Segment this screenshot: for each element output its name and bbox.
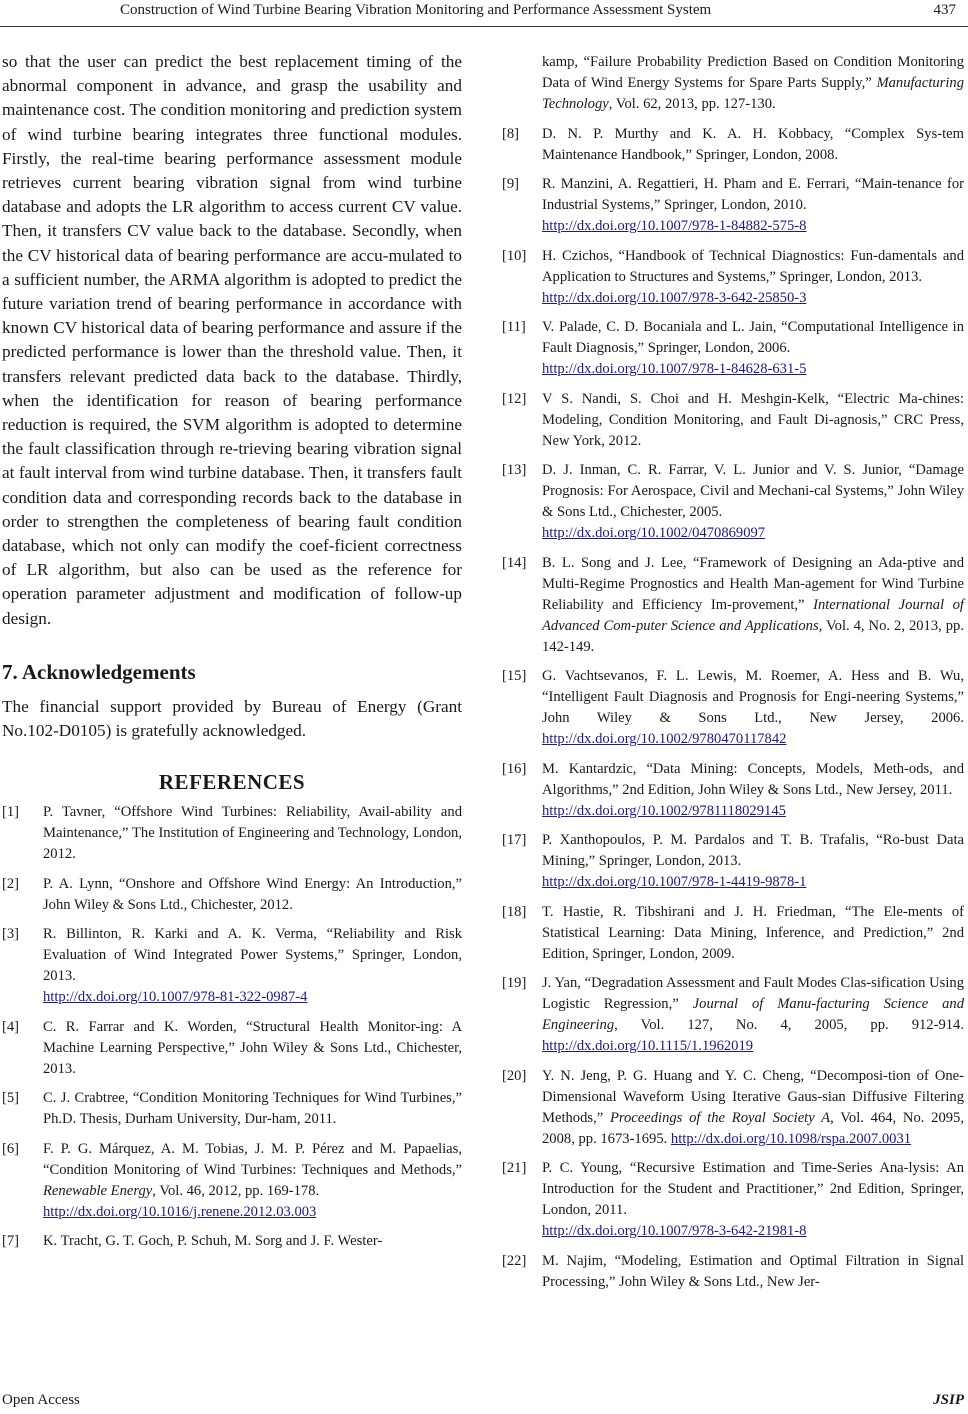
reference-number: [13] [502, 462, 527, 478]
reference-entry [2, 924, 462, 1008]
journal-abbreviation: JSIP [933, 1392, 964, 1408]
reference-entry [2, 1088, 462, 1130]
reference-entry [502, 1066, 964, 1150]
reference-text: J. Yan, “Degradation Assessment and Fault Modes Clas-sification Using Logistic Regression,” [542, 975, 964, 1012]
doi-link[interactable]: http://dx.doi.org/10.1002/9781118029145 [542, 802, 786, 819]
reference-text: C. J. Crabtree, “Condition Monitoring Techniques for Wind Turbines,” Ph.D. Thesis, Durham University, Dur-ham, 2011. [43, 1090, 462, 1128]
doi-link[interactable]: http://dx.doi.org/10.1007/978-3-642-21981-8 [542, 1223, 807, 1239]
reference-text: D. J. Inman, C. R. Farrar, V. L. Junior and V. S. Junior, “Damage Prognosis: For Aerospace, Civil and Mechani-cal Systems,” John Wiley & Sons Ltd., Chichester, 2005. [542, 462, 964, 520]
page-number: 437 [933, 2, 956, 18]
reference-number: [12] [502, 390, 527, 407]
doi-link[interactable]: http://dx.doi.org/10.1007/978-81-322-0987-4 [43, 989, 308, 1006]
reference-number: [5] [2, 1090, 20, 1107]
reference-text: K. Tracht, G. T. Goch, P. Schuh, M. Sorg and J. F. Wester- [43, 1233, 383, 1250]
reference-text: P. Tavner, “Offshore Wind Turbines: Reliability, Avail-ability and Maintenance,” The Institution of Engineering and Technology, London, 2012. [43, 804, 462, 863]
open-access-label: Open Access [2, 1392, 80, 1408]
running-title: Construction of Wind Turbine Bearing Vibration Monitoring and Performance Assessment System [120, 2, 712, 18]
reference-entry [502, 124, 964, 166]
reference-number: [6] [2, 1140, 20, 1157]
reference-source-title: Journal of Manu-facturing Science and Engineering [542, 996, 964, 1033]
reference-entry [2, 802, 462, 865]
reference-text: P. Xanthopoulos, P. M. Pardalos and T. B. Trafalis, “Ro-bust Data Mining,” Springer, London, 2013. [542, 832, 964, 869]
reference-entry [2, 1017, 462, 1080]
reference-source-title: International Journal of Advanced Com-puter Science and Applications [542, 596, 964, 634]
reference-details: , Vol. 464, No. 2095, 2008, pp. 1673-1695. [542, 1109, 964, 1147]
running-header [0, 0, 968, 27]
reference-source-title: Manufacturing Technology [542, 75, 964, 112]
reference-entry [502, 1158, 964, 1242]
page-footer [2, 1392, 964, 1412]
reference-details: , Vol. 4, No. 2, 2013, pp. 142-149. [542, 617, 964, 655]
reference-number: [16] [502, 760, 527, 777]
reference-text: R. Manzini, A. Regattieri, H. Pham and E. Ferrari, “Main-tenance for Industrial Systems,” Springer, London, 2010. [542, 176, 964, 213]
doi-link[interactable]: http://dx.doi.org/10.1007/978-1-84628-631-5 [542, 361, 807, 377]
reference-details: , Vol. 46, 2012, pp. 169-178. [152, 1182, 320, 1199]
reference-number: [2] [2, 875, 20, 892]
reference-source-title: Proceedings of the Royal Society A [609, 1109, 831, 1126]
reference-entry [502, 666, 964, 750]
reference-text: T. Hastie, R. Tibshirani and J. H. Friedman, “The Ele-ments of Statistical Learning: Data Mining, Inference, and Prediction,” 2nd Edition, Springer, London, 2009. [542, 903, 964, 962]
reference-number: [11] [502, 319, 526, 335]
reference-text: kamp, “Failure Probability Prediction Based on Condition Monitoring Data of Wind Energy Systems for Spare Parts Supply,” [542, 54, 964, 91]
reference-number: [14] [502, 554, 527, 571]
reference-entry [502, 759, 964, 822]
reference-text: G. Vachtsevanos, F. L. Lewis, M. Roemer, A. Hess and B. Wu, “Intelligent Fault Diagnosis and Prognosis for Engi-neering Systems,” John Wiley & Sons Ltd., New Jersey, 2006. [542, 668, 964, 726]
acknowledgements-heading: 7. Acknowledgements [2, 659, 196, 684]
reference-list-left [2, 802, 462, 1252]
reference-number: [1] [2, 804, 20, 821]
reference-text: B. L. Song and J. Lee, “Framework of Designing an Ada-ptive and Multi-Regime Prognostics and Health Man-agement for Wind Turbine Reliability and Efficiency Im-provement,” [542, 554, 964, 613]
reference-entry [502, 317, 964, 380]
reference-entry [502, 553, 964, 658]
reference-number: [19] [502, 975, 527, 991]
reference-details: , Vol. 62, 2013, pp. 127-130. [608, 96, 776, 112]
doi-link[interactable]: http://dx.doi.org/10.1002/9780470117842 [542, 731, 787, 747]
doi-link[interactable]: http://dx.doi.org/10.1007/978-1-84882-575-8 [542, 218, 807, 234]
reference-number: [10] [502, 247, 527, 264]
reference-entry [502, 830, 964, 893]
reference-text: C. R. Farrar and K. Worden, “Structural Health Monitor-ing: A Machine Learning Perspective,” John Wiley & Sons Ltd., Chichester, 2013. [43, 1018, 462, 1077]
reference-source-title: Renewable Energy [43, 1182, 153, 1199]
doi-link[interactable]: http://dx.doi.org/10.1016/j.renene.2012.03.003 [43, 1203, 317, 1220]
reference-text: P. A. Lynn, “Onshore and Offshore Wind Energy: An Introduction,” John Wiley & Sons Ltd., Chichester, 2012. [43, 875, 462, 913]
reference-entry [502, 902, 964, 965]
body-paragraph: so that the user can predict the best replacement timing of the abnormal component in advance, and grasp the usability and maintenance cost. The condition monitoring and prediction system of wind turbine bearing integrates three functional modules. Firstly, the real-time bearing performance assessment module retrieves current bearing vibration signal from wind turbine database and adopts the LR algorithm to access current CV value. Then, it transfers CV value back to the database. Secondly, when the CV historical data of bearing performance are accu-mulated to a sufficient number, the ARMA algorithm is adopted to predict the future variation trend of bearing performance in accordance with known CV historical data of bearing performance and assure if the predicted performance is lower than the threshold value. Then, it transfers relevant predicted data back to the database. Thirdly, when the identification for reason of bearing performance reduction is required, the SVM algorithm is adopted to determine the fault classification through re-trieving bearing vibration signal at fault interval from wind turbine database. Then, it transfers fault condition data and corresponding records back to the database in order to strengthen the completeness of bearing fault condition database, which not only can modify the coef-ficient correctness of LR algorithm, but also can be used as the reference for operation parameter adjustment and modification of follow-up design. [2, 52, 462, 628]
reference-text: Y. N. Jeng, P. G. Huang and Y. C. Cheng, “Decomposi-tion of One-Dimensional Waveform Using Iterative Gaus-sian Diffusive Filtering Methods,” [542, 1067, 964, 1126]
reference-text: M. Kantardzic, “Data Mining: Concepts, Models, Meth-ods, and Algorithms,” 2nd Edition, John Wiley & Sons Ltd., New Jersey, 2011. [542, 760, 964, 798]
reference-entry [502, 1251, 964, 1293]
doi-link[interactable]: http://dx.doi.org/10.1115/1.1962019 [542, 1038, 754, 1054]
doi-link[interactable]: http://dx.doi.org/10.1002/0470869097 [542, 525, 766, 541]
reference-text: D. N. P. Murthy and K. A. H. Kobbacy, “Complex Sys-tem Maintenance Handbook,” Springer, London, 2008. [542, 125, 964, 163]
reference-text: V S. Nandi, S. Choi and H. Meshgin-Kelk, “Electric Ma-chines: Modeling, Condition Monitoring, and Fault Di-agnosis,” CRC Press, New York, 2012. [542, 390, 964, 449]
reference-entry [502, 389, 964, 452]
acknowledgements-text: The financial support provided by Bureau of Energy (Grant No.102-D0105) is gratefully acknowledged. [2, 696, 462, 741]
reference-text: F. P. G. Márquez, A. M. Tobias, J. M. P. Pérez and M. Papaelias, “Condition Monitoring of Wind Turbines: Techniques and Methods,” [43, 1140, 462, 1178]
reference-number: [3] [2, 926, 20, 943]
reference-text: R. Billinton, R. Karki and A. K. Verma, “Reliability and Risk Evaluation of Wind Integrated Power Systems,” Springer, London, 2013. [43, 926, 462, 985]
reference-list-right [502, 52, 964, 1301]
reference-text: M. Najim, “Modeling, Estimation and Optimal Filtration in Signal Processing,” John Wiley & Sons Ltd., New Jer- [542, 1252, 964, 1290]
reference-entry [502, 246, 964, 309]
reference-entry [502, 973, 964, 1057]
reference-entry [2, 1139, 462, 1223]
reference-entry [2, 1231, 462, 1252]
reference-number: [21] [502, 1160, 527, 1176]
doi-link[interactable]: http://dx.doi.org/10.1007/978-3-642-25850-3 [542, 289, 807, 306]
reference-number: [18] [502, 903, 527, 920]
reference-text: V. Palade, C. D. Bocaniala and L. Jain, “Computational Intelligence in Fault Diagnosis,” Springer, London, 2006. [542, 319, 964, 356]
reference-number: [17] [502, 832, 527, 848]
reference-entry [2, 874, 462, 916]
reference-entry [502, 52, 964, 115]
reference-number: [15] [502, 668, 527, 684]
reference-text: P. C. Young, “Recursive Estimation and Time-Series Ana-lysis: An Introduction for the Student and Practitioner,” 2nd Edition, Springer, London, 2011. [542, 1160, 964, 1218]
doi-link[interactable]: http://dx.doi.org/10.1098/rspa.2007.0031 [670, 1130, 912, 1147]
reference-number: [7] [2, 1233, 20, 1250]
left-column [2, 50, 462, 1261]
reference-entry [502, 174, 964, 237]
reference-text: H. Czichos, “Handbook of Technical Diagnostics: Fun-damentals and Application to Structures and Systems,” Springer, London, 2013. [542, 247, 964, 285]
reference-number: [4] [2, 1018, 20, 1035]
reference-number: [20] [502, 1067, 527, 1084]
doi-link[interactable]: http://dx.doi.org/10.1007/978-1-4419-9878-1 [542, 874, 807, 890]
references-heading: REFERENCES [158, 770, 306, 795]
reference-number: [9] [502, 176, 520, 192]
reference-details: , Vol. 127, No. 4, 2005, pp. 912-914. [614, 1017, 964, 1033]
reference-number: [22] [502, 1252, 527, 1269]
reference-entry [502, 460, 964, 544]
reference-number: [8] [502, 125, 520, 142]
